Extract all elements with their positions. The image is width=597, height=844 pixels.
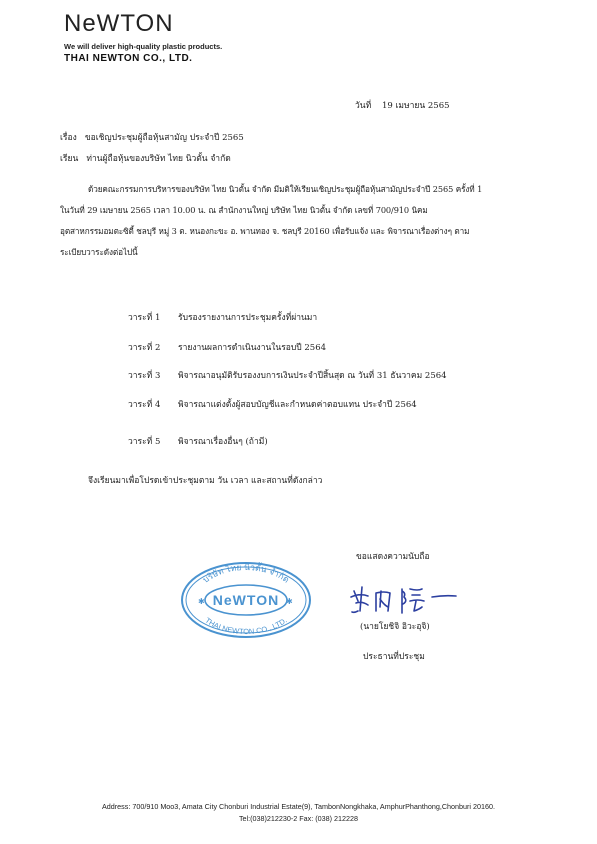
- seal-top-text: บริษัท ไทย นิวตั้น จำกัด: [201, 562, 291, 586]
- body-line: ระเบียบวาระดังต่อไปนี้: [60, 247, 138, 257]
- body-line: ในวันที่ 29 เมษายน 2565 เวลา 10.00 น. ณ สำนักงานใหญ่ บริษัท ไทย นิวตั้น จำกัด เลขที่ 700/910 นิคม: [60, 205, 428, 215]
- agenda-number: วาระที่ 3: [128, 371, 161, 381]
- seal-bottom-text: THAI NEWTON CO., LTD.: [203, 615, 289, 637]
- agenda-number: วาระที่ 1: [128, 313, 161, 323]
- agenda-text: รับรองรายงานการประชุมครั้งที่ผ่านมา: [178, 313, 318, 323]
- agenda-number: วาระที่ 2: [128, 343, 161, 353]
- company-tagline: We will deliver high-quality plastic products.: [64, 42, 223, 51]
- agenda-text: รายงานผลการดำเนินงานในรอบปี 2564: [178, 343, 327, 353]
- closing-line: จึงเรียนมาเพื่อโปรดเข้าประชุมตาม วัน เวลา และสถานที่ดังกล่าว: [88, 476, 323, 486]
- agenda-text: พิจารณาเรื่องอื่นๆ (ถ้ามี): [178, 437, 268, 447]
- date-value: 19 เมษายน 2565: [382, 101, 450, 111]
- subject-text: ขอเชิญประชุมผู้ถือหุ้นสามัญ ประจำปี 2565: [84, 133, 244, 143]
- agenda-text: พิจารณาแต่งตั้งผู้สอบบัญชีและกำหนดค่าตอบแทน ประจำปี 2564: [178, 400, 417, 410]
- seal-star-icon: ✱: [286, 597, 293, 606]
- subject-label: เรื่อง: [60, 133, 77, 143]
- date-line: [355, 98, 450, 112]
- seal-star-icon: ✱: [198, 597, 205, 606]
- body-line: ด้วยคณะกรรมการบริหารของบริษัท ไทย นิวตั้น จำกัด มีมติให้เรียนเชิญประชุมผู้ถือหุ้นสามัญประจำปี 2565 ครั้งที่ 1: [88, 184, 483, 194]
- body-line: อุตสาหกรรมอมตะซิตี้ ชลบุรี หมู่ 3 ต. หนองกะขะ อ. พานทอง จ. ชลบุรี 20160 เพื่อรับแจ้ง และ พิจารณาเรื่องต่างๆ ตาม: [60, 226, 470, 236]
- agenda-number: วาระที่ 4: [128, 400, 161, 410]
- agenda-number: วาระที่ 5: [128, 437, 161, 447]
- signer-title: ประธานที่ประชุม: [363, 652, 425, 662]
- signer-name: (นายโยชิจิ อิวะอุจิ): [360, 622, 430, 632]
- regards-text: ขอแสดงความนับถือ: [356, 552, 430, 562]
- date-label: วันที่: [355, 101, 372, 111]
- company-logo: NeWTON: [64, 10, 174, 37]
- subject-line: [60, 130, 244, 144]
- recipient-text: ท่านผู้ถือหุ้นของบริษัท ไทย นิวตั้น จำกัด: [86, 154, 231, 164]
- footer-address: Address: 700/910 Moo3, Amata City Chonburi Industrial Estate(9), TambonNongkhaka, AmphurPhanthong,Chonburi 20160.: [101, 802, 496, 811]
- recipient-line: [60, 151, 231, 165]
- seal-center-text: NeWTON: [212, 592, 280, 608]
- recipient-label: เรียน: [60, 154, 79, 164]
- agenda-text: พิจารณาอนุมัติรับรองงบการเงินประจำปีสิ้นสุด ณ วันที่ 31 ธันวาคม 2564: [178, 371, 447, 381]
- company-name: THAI NEWTON CO., LTD.: [64, 53, 193, 64]
- handwritten-signature: [348, 583, 460, 617]
- company-seal-stamp: [178, 560, 314, 640]
- footer-contact: Tel:(038)212230-2 Fax: (038) 212228: [238, 814, 359, 823]
